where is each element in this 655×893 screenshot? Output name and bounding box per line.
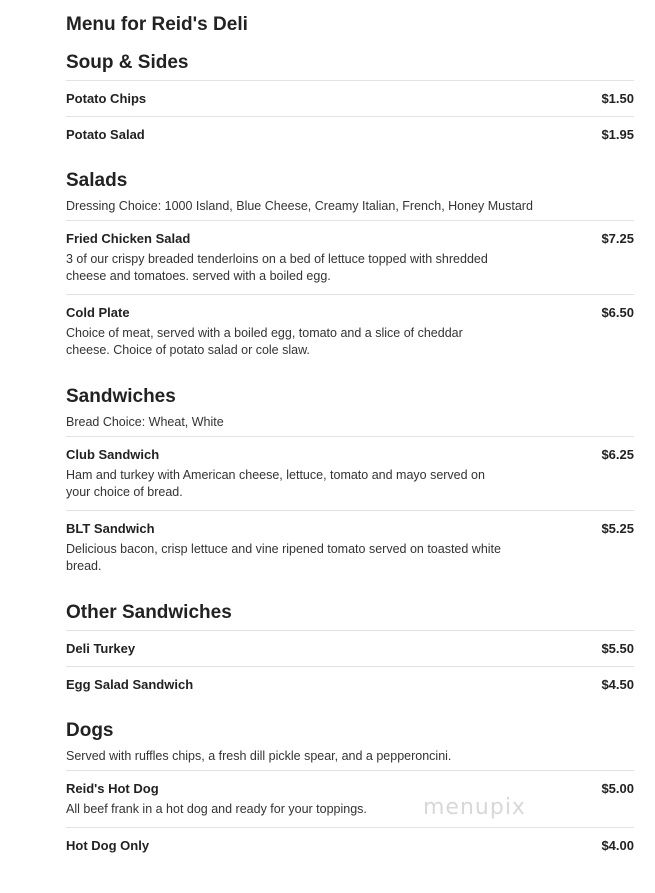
section-title: Sandwiches [66, 386, 176, 407]
section-title: Soup & Sides [66, 52, 189, 73]
menu-item-name: Deli Turkey [66, 641, 136, 656]
menu-item-price: $6.50 [601, 305, 634, 320]
menu-item-price: $5.00 [601, 781, 634, 796]
section-note: Served with ruffles chips, a fresh dill pickle spear, and a pepperoncini. [66, 749, 452, 763]
menu-section [66, 386, 634, 584]
menu-item-row [66, 521, 634, 537]
menu-item [66, 630, 634, 666]
menu-item-name: Reid's Hot Dog [66, 781, 159, 796]
menu-sections [66, 52, 634, 863]
menu-item-price: $5.25 [601, 521, 634, 536]
menu-item-price: $4.50 [601, 677, 634, 692]
menu-section [66, 720, 634, 863]
menu-item-description: Ham and turkey with American cheese, lettuce, tomato and mayo served on your choice of bread. [66, 468, 485, 499]
menu-item [66, 666, 634, 702]
menu-item-name: BLT Sandwich [66, 521, 155, 536]
menu-item-row [66, 91, 634, 107]
menu-item-price: $1.95 [601, 127, 634, 142]
menu-item-name: Egg Salad Sandwich [66, 677, 194, 692]
menu-item-price: $6.25 [601, 447, 634, 462]
menu-item-row [66, 447, 634, 463]
section-title: Other Sandwiches [66, 602, 232, 623]
menu-item-price: $1.50 [601, 91, 634, 106]
menu-item-row [66, 781, 634, 797]
menu-item [66, 770, 634, 827]
menu-item-name: Potato Chips [66, 91, 147, 106]
section-title: Salads [66, 170, 128, 191]
menu-item-description: 3 of our crispy breaded tenderloins on a bed of lettuce topped with shredded cheese and tomatoes. served with a boiled egg. [66, 252, 488, 283]
menu-item [66, 510, 634, 584]
menu-item-row [66, 231, 634, 247]
menu-item-row [66, 305, 634, 321]
menu-item-row [66, 127, 634, 143]
menu-section [66, 602, 634, 702]
menu-item-description: Choice of meat, served with a boiled egg, tomato and a slice of cheddar cheese. Choice of potato salad or cole slaw. [66, 326, 463, 357]
menu-section [66, 52, 634, 152]
menu-item-price: $4.00 [601, 838, 634, 853]
menu-item-row [66, 838, 634, 854]
menu-item-name: Cold Plate [66, 305, 130, 320]
menu-item-price: $5.50 [601, 641, 634, 656]
menu-item [66, 436, 634, 510]
menu-item [66, 220, 634, 294]
watermark-logo: menupix [423, 795, 526, 820]
menu-item [66, 116, 634, 152]
menu-item [66, 80, 634, 116]
menu-item-name: Hot Dog Only [66, 838, 150, 853]
section-note: Bread Choice: Wheat, White [66, 415, 224, 429]
menu-item-row [66, 641, 634, 657]
menu-container [66, 14, 634, 881]
menu-title: Menu for Reid's Deli [66, 14, 248, 35]
section-note: Dressing Choice: 1000 Island, Blue Cheese, Creamy Italian, French, Honey Mustard [66, 199, 533, 213]
menu-item-name: Fried Chicken Salad [66, 231, 191, 246]
menu-item-name: Potato Salad [66, 127, 145, 142]
menu-item [66, 827, 634, 863]
menu-section [66, 170, 634, 368]
menu-item-name: Club Sandwich [66, 447, 160, 462]
menu-item-price: $7.25 [601, 231, 634, 246]
menu-item-description: Delicious bacon, crisp lettuce and vine ripened tomato served on toasted white bread. [66, 542, 501, 573]
section-title: Dogs [66, 720, 114, 741]
menu-item [66, 294, 634, 368]
menu-item-description: All beef frank in a hot dog and ready for your toppings. [66, 802, 367, 816]
menu-item-row [66, 677, 634, 693]
